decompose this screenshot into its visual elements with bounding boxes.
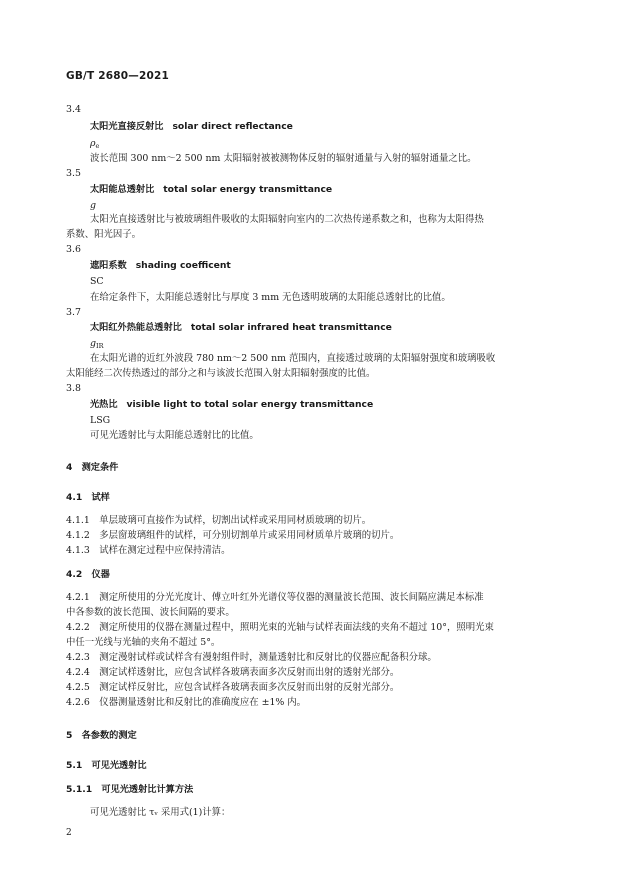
def-term: 光热比 visible light to total solar energy transmittance <box>90 399 374 410</box>
def-term: 太阳红外热能总透射比 total solar infrared heat transmittance <box>90 322 392 333</box>
def-number: 3.5 <box>66 168 81 179</box>
page-number: 2 <box>66 828 72 838</box>
clause-text: 中各参数的波长范围、波长间隔的要求。 <box>66 607 235 618</box>
standard-header: GB/T 2680—2021 <box>66 70 170 82</box>
clause-text: 4.2.4 测定试样透射比，应包含试样各玻璃表面多次反射而出射的透射光部分。 <box>66 667 400 678</box>
def-term: 太阳光直接反射比 solar direct reflectance <box>90 121 293 132</box>
subsection-heading: 5.1.1 可见光透射比计算方法 <box>66 784 194 795</box>
clause-text: 4.2.2 测定所使用的仪器在测量过程中，照明光束的光轴与试样表面法线的夹角不超过 10°，照明光束 <box>66 622 494 633</box>
def-text: 在给定条件下，太阳能总透射比与厚度 3 mm 无色透明玻璃的太阳能总透射比的比值。 <box>90 292 451 303</box>
clause-text: 中任一光线与光轴的夹角不超过 5°。 <box>66 637 221 648</box>
def-number: 3.7 <box>66 307 81 318</box>
def-symbol: $\rho_e$ <box>90 138 100 150</box>
clause-text: 4.2.1 测定所使用的分光光度计、傅立叶红外光谱仪等仪器的测量波长范围、波长间隔应满足本标准 <box>66 592 484 603</box>
subsection-heading: 5.1 可见光透射比 <box>66 760 147 771</box>
def-term: 太阳能总透射比 total solar energy transmittance <box>90 184 333 195</box>
def-term: 遮阳系数 shading coefficent <box>90 260 231 271</box>
clause-text: 4.1.1 单层玻璃可直接作为试样，切割出试样或采用同材质玻璃的切片。 <box>66 515 372 526</box>
def-symbol: SC <box>90 276 104 287</box>
def-text: 系数、阳光因子。 <box>66 229 142 240</box>
subsection-heading: 4.2 仪器 <box>66 569 110 580</box>
def-symbol: g <box>90 200 97 211</box>
clause-text: 4.2.6 仪器测量透射比和反射比的准确度应在 ±1% 内。 <box>66 697 307 708</box>
def-number: 3.8 <box>66 383 81 394</box>
def-text: 在太阳光谱的近红外波段 780 nm～2 500 nm 范围内，直接透过玻璃的太阳辐射强度和玻璃吸收 <box>90 353 496 364</box>
def-text: 波长范围 300 nm～2 500 nm 太阳辐射被被测物体反射的辐射通量与入射的辐射通量之比。 <box>90 153 477 164</box>
def-text: 太阳能经二次传热透过的部分之和与该波长范围入射太阳辐射强度的比值。 <box>66 368 376 379</box>
def-symbol: $g_{IR}$ <box>90 338 104 350</box>
clause-text: 4.1.2 多层窗玻璃组件的试样，可分别切割单片或采用同材质单片玻璃的切片。 <box>66 530 400 541</box>
def-text: 太阳光直接透射比与被玻璃组件吸收的太阳辐射向室内的二次热传递系数之和，也称为太阳得热 <box>90 214 484 225</box>
clause-text: 4.2.3 测定漫射试样或试样含有漫射组件时，测量透射比和反射比的仪器应配备积分球。 <box>66 652 437 663</box>
section-heading: 5 各参数的测定 <box>66 730 137 741</box>
formula-intro: 可见光透射比 τᵥ 采用式(1)计算： <box>90 807 231 818</box>
clause-text: 4.1.3 试样在测定过程中应保持清洁。 <box>66 545 231 556</box>
def-number: 3.6 <box>66 244 81 255</box>
section-heading: 4 测定条件 <box>66 462 119 473</box>
clause-text: 4.2.5 测定试样反射比，应包含试样各玻璃表面多次反射而出射的反射光部分。 <box>66 682 400 693</box>
def-symbol: LSG <box>90 415 111 426</box>
subsection-heading: 4.1 试样 <box>66 492 110 503</box>
def-number: 3.4 <box>66 104 81 115</box>
def-text: 可见光透射比与太阳能总透射比的比值。 <box>90 430 259 441</box>
